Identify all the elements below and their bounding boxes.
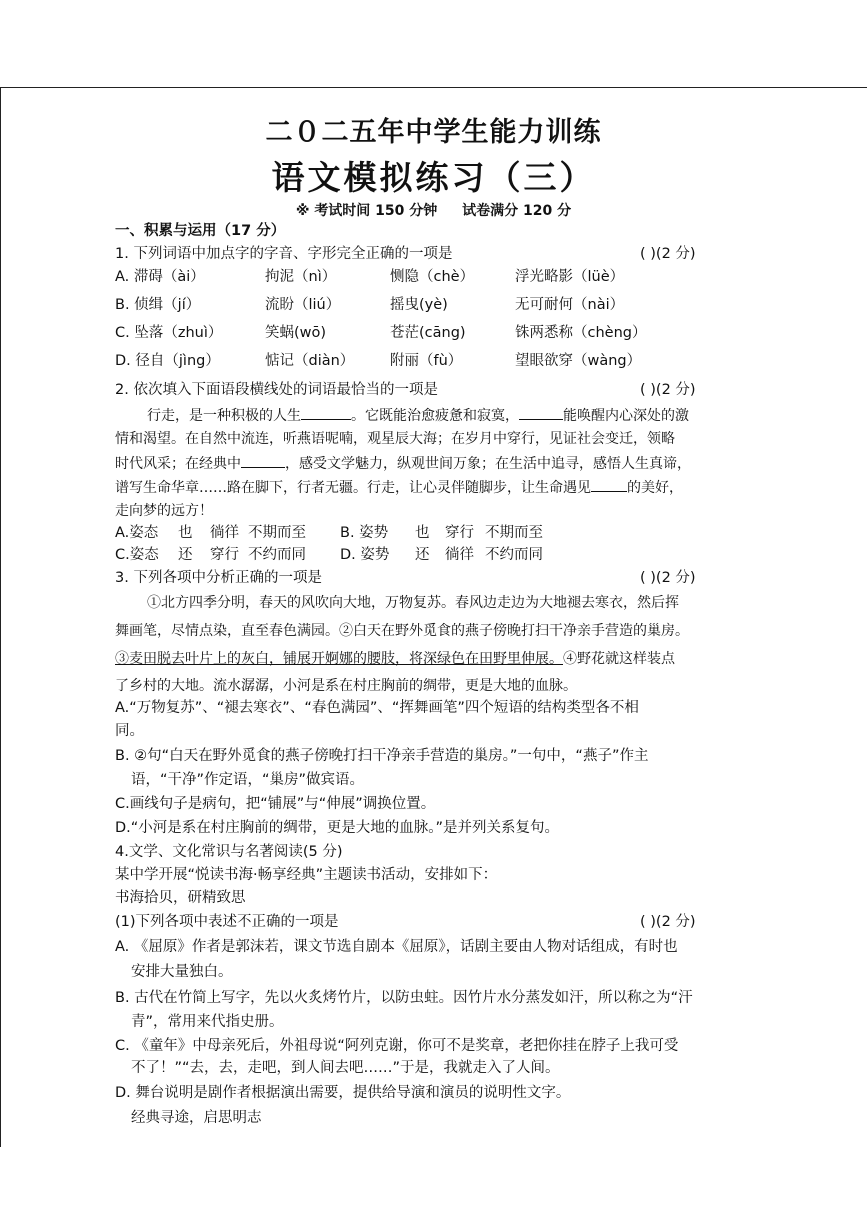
- exam-title-line1: 二０二五年中学生能力训练: [265, 117, 602, 148]
- q1-opt-a-4: 浮光略影（lüè）: [515, 269, 625, 285]
- q2-opt-d-word1: D. 姿势: [340, 547, 390, 563]
- q2-passage-text: 谱写生命华章……路在脚下，行者无疆。行走，让心灵伴随脚步，让生命遇见: [115, 480, 591, 496]
- q3-passage-line2: 舞画笔，尽情点染，直至春色满园。②白天在野外觅食的燕子傍晚打扫干净亲手营造的巢房。: [115, 623, 689, 639]
- q1-opt-d-3: 附丽（fù）: [390, 353, 463, 369]
- q4-opt-a-line1: A. 《屈原》作者是郭沫若，课文节选自剧本《屈原》，话剧主要由人物对话组成，有时也: [115, 939, 678, 955]
- q1-answer-bracket: ( )(2 分): [640, 246, 696, 262]
- q4-stem: 4.文学、文化常识与名著阅读(5 分): [115, 844, 343, 860]
- q2-passage-text: 的美好，: [627, 480, 683, 496]
- q4-opt-a-line2: 安排大量独白。: [131, 964, 233, 980]
- q2-opt-c-word2: 还: [178, 547, 193, 563]
- q1-opt-b-2: 流盼（liú）: [265, 297, 341, 313]
- q2-passage-text: 时代风采；在经典中: [115, 456, 241, 472]
- q4-sub1-title: 书海拾贝，研精致思: [115, 890, 246, 906]
- q1-opt-c-2: 笑蜗(wō): [265, 325, 327, 341]
- q1-opt-c-1: C. 坠落（zhuì）: [115, 325, 223, 341]
- q2-passage-line5: 走向梦的远方！: [115, 503, 213, 519]
- q1-opt-b-1: B. 侦缉（jí）: [115, 297, 201, 313]
- q2-passage-line4: [115, 477, 683, 498]
- q2-opt-d-word3: 徜徉: [445, 547, 474, 563]
- page-border-top: [0, 87, 867, 88]
- q1-opt-d-1: D. 径自（jìng）: [115, 353, 220, 369]
- q1-opt-d-2: 惦记（diàn）: [265, 353, 355, 369]
- q1-opt-c-4: 铢两悉称（chèng）: [515, 325, 647, 341]
- q2-passage-line2: 情和渴望。在自然中流连，听燕语呢喃，观星辰大海；在岁月中穿行，见证社会变迁，领略: [115, 431, 675, 447]
- q2-passage-text: 行走，是一种积极的人生: [147, 408, 301, 424]
- q3-opt-d: D.“小河是系在村庄胸前的绸带，更是大地的血脉。”是并列关系复句。: [115, 820, 560, 836]
- q1-opt-b-3: 摇曳(yè): [390, 297, 448, 313]
- q3-opt-a-line2: 同。: [115, 723, 144, 739]
- q3-opt-b-line2: 语，“干净”作定语，“巢房”做宾语。: [131, 772, 365, 788]
- q2-opt-d-word4: 不约而同: [485, 547, 543, 563]
- q4-answer-bracket: ( )(2 分): [640, 914, 696, 930]
- q4-intro: 某中学开展“悦读书海·畅享经典”主题读书活动，安排如下：: [115, 867, 498, 883]
- q1-opt-c-3: 苍茫(cāng): [390, 325, 466, 341]
- exam-title-line2: 语文模拟练习（三）: [271, 158, 596, 197]
- q2-opt-c-word4: 不约而同: [248, 547, 306, 563]
- q4-sub1-question: (1)下列各项中表述不正确的一项是: [115, 914, 339, 930]
- q2-opt-c-word1: C.姿态: [115, 547, 159, 563]
- q2-opt-a-word3: 徜徉: [210, 525, 239, 541]
- q2-opt-c-word3: 穿行: [210, 547, 239, 563]
- q3-answer-bracket: ( )(2 分): [640, 570, 696, 586]
- q3-passage-line4: 了乡村的大地。流水潺潺，小河是系在村庄胸前的绸带，更是大地的血脉。: [115, 678, 577, 694]
- q4-sub2-title: 经典寻途，启思明志: [131, 1110, 262, 1126]
- page-border-left: [0, 87, 1, 1147]
- blank-4: [591, 477, 627, 492]
- q4-opt-c-line2: 不了！”“去，去，走吧，到人间去吧……”于是，我就走入了人间。: [131, 1060, 560, 1076]
- q3-passage-line3: [115, 649, 675, 669]
- q3-stem: 3. 下列各项中分析正确的一项是: [115, 570, 322, 586]
- q3-passage-text: ④野花就这样装点: [563, 651, 675, 667]
- exam-time: ※ 考试时间 150 分钟: [295, 203, 438, 219]
- q1-opt-a-1: A. 滞碍（ài）: [115, 269, 205, 285]
- q4-opt-c-line1: C. 《童年》中母亲死后，外祖母说“阿列克谢，你可不是奖章，老把你挂在脖子上我可受: [115, 1038, 679, 1054]
- q2-opt-a-word1: A.姿态: [115, 525, 159, 541]
- section-1-heading: 一、积累与运用（17 分）: [115, 223, 286, 239]
- q2-answer-bracket: ( )(2 分): [640, 382, 696, 398]
- q1-opt-a-2: 拘泥（nì）: [265, 269, 337, 285]
- q2-passage-line1: [147, 405, 689, 426]
- q3-underlined-sentence: ③麦田脱去叶片上的灰白，铺展开婀娜的腰肢，将深绿色在田野里伸展。: [115, 651, 563, 667]
- q3-opt-a-line1: A.“万物复苏”、“褪去寒衣”、“春色满园”、“挥舞画笔”四个短语的结构类型各不相: [115, 700, 639, 716]
- q2-passage-line3: [115, 453, 691, 474]
- blank-2: [519, 405, 563, 420]
- q2-passage-text: 能唤醒内心深处的激: [563, 408, 689, 424]
- q4-opt-b-line1: B. 古代在竹简上写字，先以火炙烤竹片，以防虫蛀。因竹片水分蒸发如汗，所以称之为“汗: [115, 990, 693, 1006]
- q2-opt-b-word4: 不期而至: [485, 525, 543, 541]
- q3-passage-line1: ①北方四季分明，春天的风吹向大地，万物复苏。春风边走边为大地褪去寒衣，然后挥: [147, 595, 679, 611]
- q2-opt-b-word3: 穿行: [445, 525, 474, 541]
- q2-passage-text: ，感受文学魅力，纵观世间万象；在生活中追寻，感悟人生真谛，: [285, 456, 691, 472]
- blank-3: [241, 453, 285, 468]
- blank-1: [301, 405, 351, 420]
- q4-opt-d: D. 舞台说明是剧作者根据演出需要，提供给导演和演员的说明性文字。: [115, 1085, 571, 1101]
- q1-stem: 1. 下列词语中加点字的字音、字形完全正确的一项是: [115, 246, 453, 262]
- q2-passage-text: 。它既能治愈疲惫和寂寞，: [351, 408, 519, 424]
- q2-opt-b-word1: B. 姿势: [340, 525, 389, 541]
- q1-opt-d-4: 望眼欲穿（wàng）: [515, 353, 642, 369]
- q2-opt-a-word4: 不期而至: [248, 525, 306, 541]
- q2-opt-a-word2: 也: [178, 525, 193, 541]
- q2-opt-b-word2: 也: [415, 525, 430, 541]
- q2-opt-d-word2: 还: [415, 547, 430, 563]
- q4-opt-b-line2: 青”，常用来代指史册。: [131, 1014, 284, 1030]
- q1-opt-a-3: 恻隐（chè）: [390, 269, 475, 285]
- exam-score: 试卷满分 120 分: [462, 203, 572, 219]
- q1-opt-b-4: 无可耐何（nài）: [515, 297, 625, 313]
- q3-opt-c: C.画线句子是病句，把“铺展”与“伸展”调换位置。: [115, 796, 436, 812]
- q3-opt-b-line1: B. ②句“白天在野外觅食的燕子傍晚打扫干净亲手营造的巢房。”一句中，“燕子”作主: [115, 748, 649, 764]
- q2-stem: 2. 依次填入下面语段横线处的词语最恰当的一项是: [115, 382, 438, 398]
- exam-info: [0, 200, 867, 220]
